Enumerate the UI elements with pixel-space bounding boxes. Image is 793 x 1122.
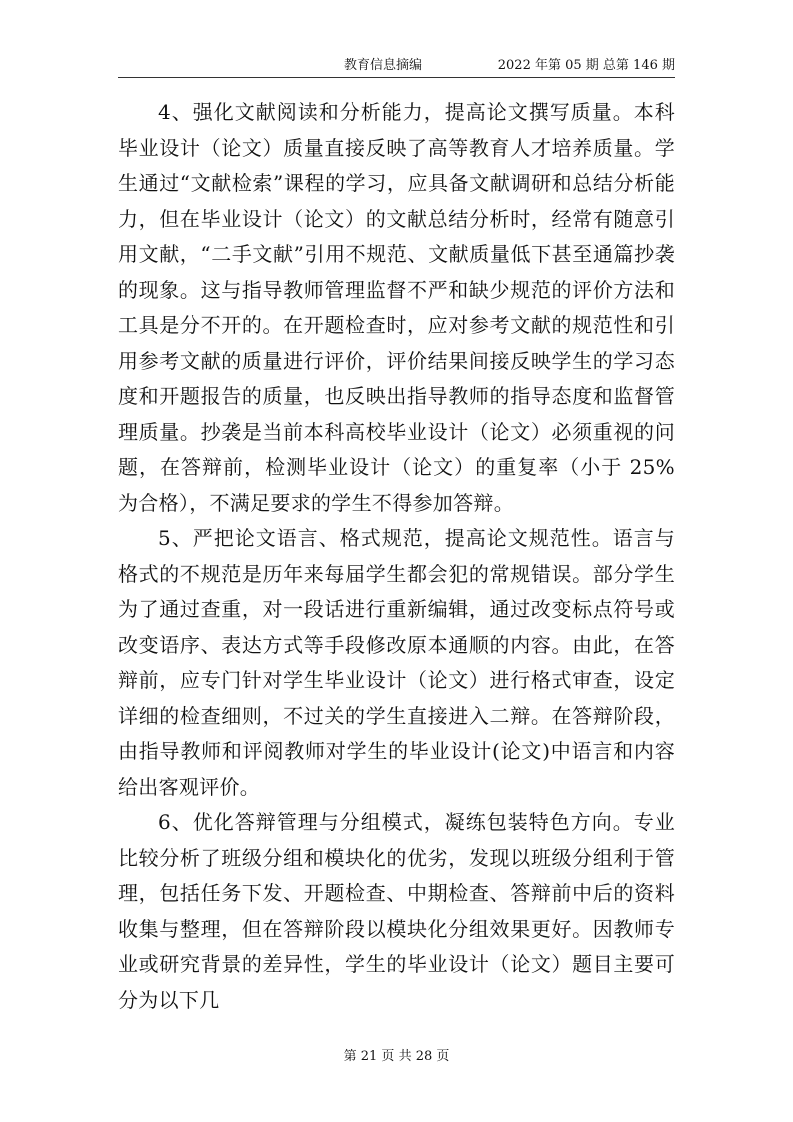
header-divider — [118, 77, 675, 78]
journal-name: 教育信息摘编 — [344, 58, 423, 73]
page-number: 第 21 页 共 28 页 — [343, 1049, 450, 1064]
document-body — [118, 95, 675, 1018]
page-footer — [0, 1045, 793, 1064]
issue-number: 2022 年第 05 期 总第 146 期 — [497, 58, 675, 73]
paragraph-4: 4、强化文献阅读和分析能力，提高论文撰写质量。本科毕业设计（论文）质量直接反映了高等教育人才培养质量。学生通过“文献检索”课程的学习，应具备文献调研和总结分析能力，但在毕业设计（论文）的文献总结分析时，经常有随意引用文献，“二手文献”引用不规范、文献质量低下甚至通篇抄袭的现象。这与指导教师管理监督不严和缺少规范的评价方法和工具是分不开的。在开题检查时，应对参考文献的规范性和引用参考文献的质量进行评价，评价结果间接反映学生的学习态度和开题报告的质量，也反映出指导教师的指导态度和监督管理质量。抄袭是当前本科高校毕业设计（论文）必须重视的问题，在答辩前，检测毕业设计（论文）的重复率（小于 25%为合格），不满足要求的学生不得参加答辩。 — [118, 100, 675, 515]
page-header — [118, 50, 675, 74]
paragraph-6: 6、优化答辩管理与分组模式，凝练包装特色方向。专业比较分析了班级分组和模块化的优劣，发现以班级分组利于管理，包括任务下发、开题检查、中期检查、答辩前中后的资料收集与整理，但在答辩阶段以模块化分组效果更好。因教师专业或研究背景的差异性，学生的毕业设计（论文）题目主要可分为以下几 — [118, 810, 675, 1012]
paragraph-5: 5、严把论文语言、格式规范，提高论文规范性。语言与格式的不规范是历年来每届学生都会犯的常规错误。部分学生为了通过查重，对一段话进行重新编辑，通过改变标点符号或改变语序、表达方式等手段修改原本通顺的内容。由此，在答辩前，应专门针对学生毕业设计（论文）进行格式审查，设定详细的检查细则，不过关的学生直接进入二辩。在答辩阶段，由指导教师和评阅教师对学生的毕业设计(论文)中语言和内容给出客观评价。 — [118, 526, 675, 799]
